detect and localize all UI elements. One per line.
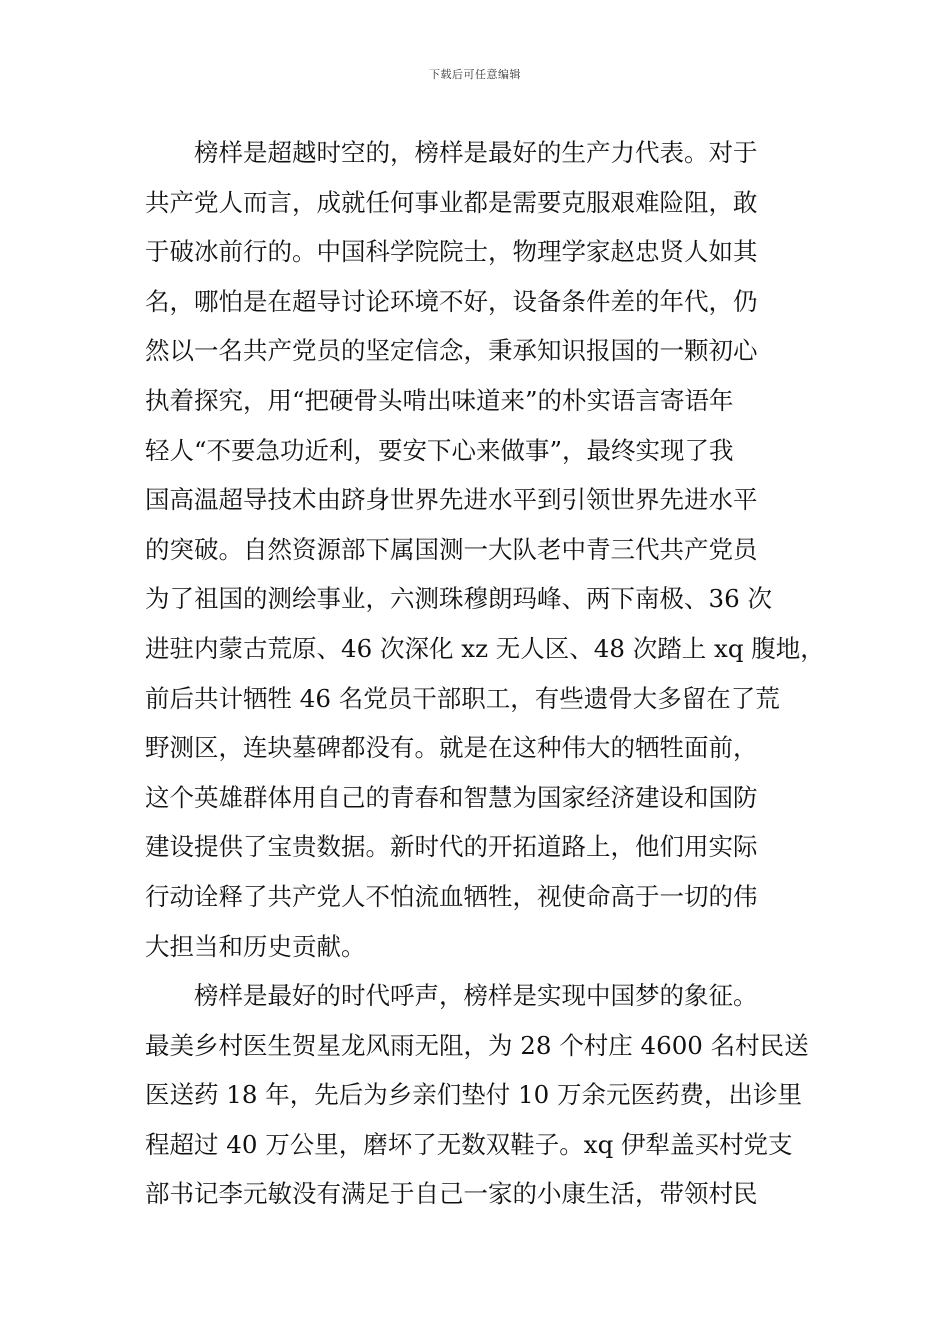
paragraph	[145, 971, 825, 1219]
text-line: 共产党人而言，成就任何事业都是需要克服艰难险阻，敢	[145, 187, 758, 217]
text-line: 部书记李元敏没有满足于自己一家的小康生活，带领村民	[145, 1179, 758, 1209]
text-line: 榜样是最好的时代呼声，榜样是实现中国梦的象征。	[194, 981, 758, 1011]
text-line: 进驻内蒙古荒原、46 次深化 xz 无人区、48 次踏上 xq 腹地，	[145, 633, 825, 663]
text-line: 执着探究，用“把硬骨头啃出味道来”的朴实语言寄语年	[145, 385, 734, 415]
text-line: 的突破。自然资源部下属国测一大队老中青三代共产党员	[145, 534, 758, 564]
document-body	[145, 128, 825, 1219]
text-line: 名，哪怕是在超导讨论环境不好，设备条件差的年代，仍	[145, 286, 758, 316]
text-line: 前后共计牺牲 46 名党员干部职工，有些遗骨大多留在了荒	[145, 683, 780, 713]
text-line: 建设提供了宝贵数据。新时代的开拓道路上，他们用实际	[145, 832, 758, 862]
text-line: 轻人“不要急功近利，要安下心来做事”，最终实现了我	[145, 435, 734, 465]
page-header: 下载后可任意编辑	[429, 68, 521, 81]
text-line: 最美乡村医生贺星龙风雨无阻，为 28 个村庄 4600 名村民送	[145, 1030, 809, 1060]
text-line: 大担当和历史贡献。	[145, 931, 366, 961]
text-line: 野测区，连块墓碑都没有。就是在这种伟大的牺牲面前，	[145, 733, 758, 763]
text-line: 这个英雄群体用自己的青春和智慧为国家经济建设和国防	[145, 782, 758, 812]
text-line: 行动诠释了共产党人不怕流血牺牲，视使命高于一切的伟	[145, 881, 758, 911]
text-line: 于破冰前行的。中国科学院院士，物理学家赵忠贤人如其	[145, 237, 758, 267]
text-line: 然以一名共产党员的坚定信念，秉承知识报国的一颗初心	[145, 336, 758, 366]
text-line: 程超过 40 万公里，磨坏了无数双鞋子。xq 伊犁盖买村党支	[145, 1129, 793, 1159]
text-line: 医送药 18 年，先后为乡亲们垫付 10 万余元医药费，出诊里	[145, 1080, 802, 1110]
text-line: 为了祖国的测绘事业，六测珠穆朗玛峰、两下南极、36 次	[145, 584, 772, 614]
text-line: 榜样是超越时空的，榜样是最好的生产力代表。对于	[194, 138, 758, 167]
text-line: 国高温超导技术由跻身世界先进水平到引领世界先进水平	[145, 485, 758, 515]
paragraph	[145, 128, 825, 971]
